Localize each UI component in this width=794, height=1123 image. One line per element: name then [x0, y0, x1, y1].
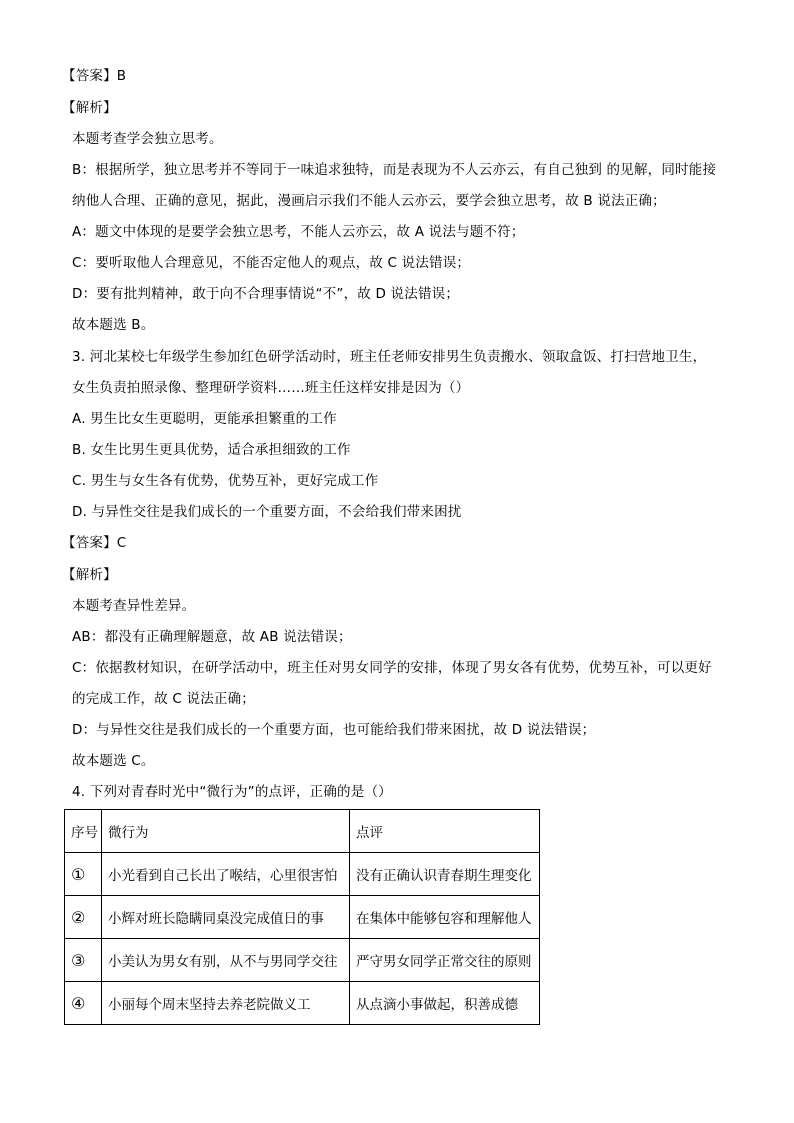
table-row — [65, 939, 540, 982]
analysis-text: D：要有批判精神，敢于向不合理事情说“不”，故 D 说法错误； — [72, 286, 460, 302]
analysis-conclusion: 故本题选 B。 — [72, 317, 155, 333]
comment-cell: 严守男女同学正常交往的原则 — [350, 939, 540, 982]
row-number: ③ — [65, 939, 102, 982]
analysis-text: 的完成工作，故 C 说法正确； — [72, 691, 256, 707]
question-4-stem: 4. 下列对青春时光中“微行为”的点评，正确的是（） — [72, 784, 392, 800]
comment-cell: 在集体中能够包容和理解他人 — [350, 896, 540, 939]
option-d: D. 与异性交往是我们成长的一个重要方面，不会给我们带来困扰 — [72, 504, 462, 520]
analysis-text: 纳他人合理、正确的意见，据此，漫画启示我们不能人云亦云，要学会独立思考，故 B 说法正确； — [72, 193, 666, 209]
analysis-text: B：根据所学，独立思考并不等同于一味追求独特，而是表现为不人云亦云，有自己独到 的见解，同时能接 — [72, 162, 717, 178]
option-b: B. 女生比男生更具优势，适合承担细致的工作 — [72, 442, 351, 458]
behavior-cell: 小光看到自己长出了喉结，心里很害怕 — [102, 853, 350, 896]
comment-cell: 没有正确认识青春期生理变化 — [350, 853, 540, 896]
option-a: A. 男生比女生更聪明，更能承担繁重的工作 — [72, 411, 337, 427]
analysis-label: 【解析】 — [62, 567, 117, 583]
table-header-cell: 序号 — [65, 810, 102, 853]
row-number: ② — [65, 896, 102, 939]
table-header-cell: 点评 — [350, 810, 540, 853]
table-row — [65, 853, 540, 896]
analysis-conclusion: 故本题选 C。 — [72, 753, 155, 769]
row-number: ① — [65, 853, 102, 896]
behavior-cell: 小美认为男女有别，从不与男同学交往 — [102, 939, 350, 982]
behavior-cell: 小丽每个周末坚持去养老院做义工 — [102, 982, 350, 1025]
analysis-text: A：题文中体现的是要学会独立思考，不能人云亦云，故 A 说法与题不符； — [72, 224, 525, 240]
table-header-row — [65, 810, 540, 853]
analysis-label: 【解析】 — [62, 100, 117, 116]
analysis-topic: 本题考查异性差异。 — [72, 598, 196, 614]
analysis-text: C：要听取他人合理意见，不能否定他人的观点，故 C 说法错误； — [72, 255, 471, 271]
table-row — [65, 896, 540, 939]
row-number: ④ — [65, 982, 102, 1025]
table-row — [65, 982, 540, 1025]
question-3-stem: 3. 河北某校七年级学生参加红色研学活动时，班主任老师安排男生负责搬水、领取盒饭、打扫营地卫生， — [72, 349, 707, 365]
table-header-cell: 微行为 — [102, 810, 350, 853]
question-3-stem: 女生负责拍照录像、整理研学资料……班主任这样安排是因为（） — [72, 380, 470, 396]
behavior-table — [64, 809, 540, 1025]
analysis-topic: 本题考查学会独立思考。 — [72, 131, 223, 147]
answer-label: 【答案】B — [62, 68, 127, 84]
behavior-cell: 小辉对班长隐瞒同桌没完成值日的事 — [102, 896, 350, 939]
analysis-text: AB：都没有正确理解题意，故 AB 说法错误； — [72, 629, 352, 645]
answer-label: 【答案】C — [62, 535, 127, 551]
analysis-text: D：与异性交往是我们成长的一个重要方面，也可能给我们带来困扰，故 D 说法错误； — [72, 722, 596, 738]
comment-cell: 从点滴小事做起，积善成德 — [350, 982, 540, 1025]
analysis-text: C：依据教材知识，在研学活动中，班主任对男女同学的安排，体现了男女各有优势，优势互补，可以更好 — [72, 660, 712, 676]
option-c: C. 男生与女生各有优势，优势互补，更好完成工作 — [72, 473, 379, 489]
